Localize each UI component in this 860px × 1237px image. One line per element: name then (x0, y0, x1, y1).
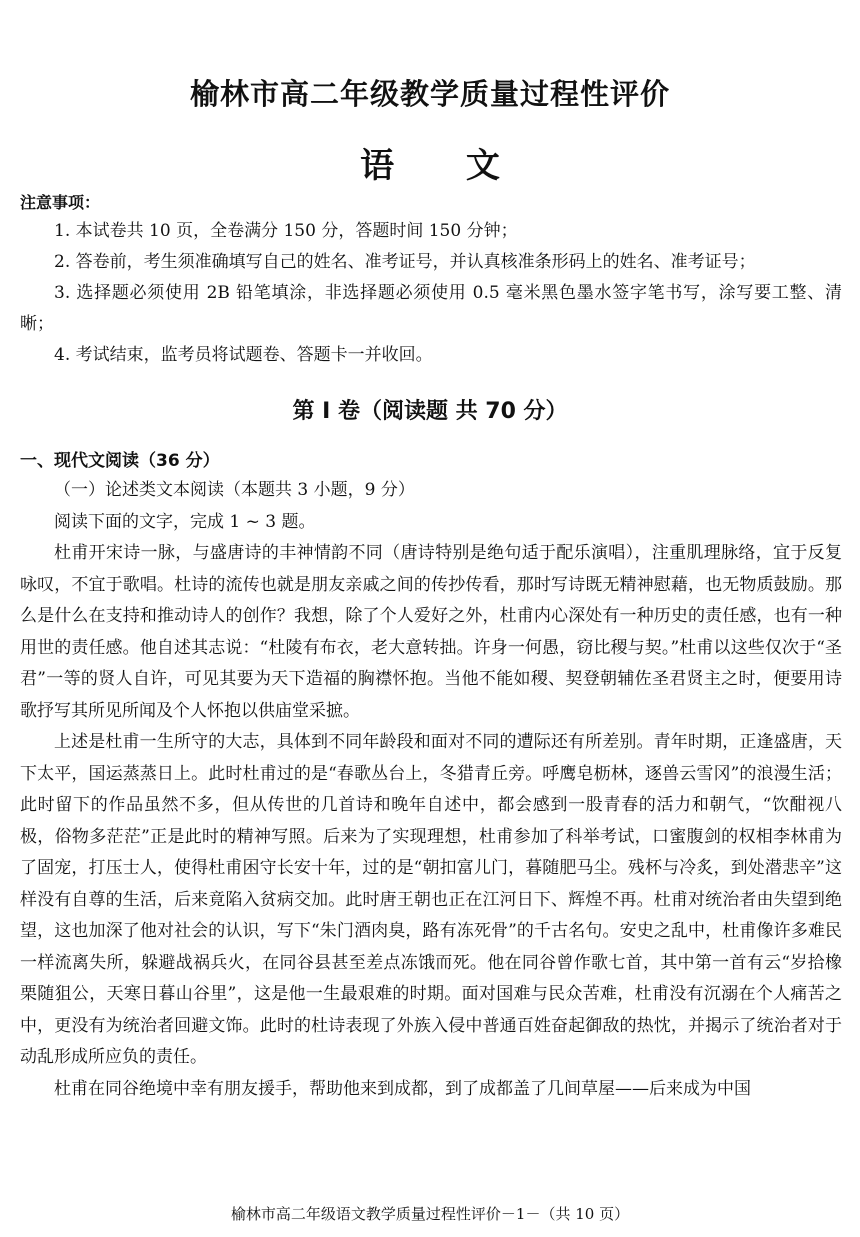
notice-item: 4. 考试结束，监考员将试题卷、答题卡一并收回。 (54, 345, 433, 365)
exam-title: 榆林市高二年级教学质量过程性评价 (189, 77, 670, 111)
notice-list (20, 216, 842, 371)
passage-paragraph: 杜甫在同谷绝境中幸有朋友援手，帮助他来到成都，到了成都盖了几间草屋——后来成为中国 (54, 1078, 751, 1099)
page-footer: 榆林市高二年级语文教学质量过程性评价－1－（共 10 页） (230, 1205, 630, 1223)
subject-title: 语 文 (360, 146, 530, 186)
part-heading: 一、现代文阅读（36 分） (20, 451, 220, 471)
passage-paragraph: 上述是杜甫一生所守的大志，具体到不同年龄段和面对不同的遭际还有所差别。青年时期，正逢盛唐，天下太平，国运蒸蒸日上。此时杜甫过的是“春歌丛台上，冬猎青丘旁。呼鹰皂枥林，逐兽云雪冈”的浪漫生活；此时留下的作品虽然不多，但从传世的几首诗和晚年自述中，都会感到一股青春的活力和朝气，“饮酣视八极，俗物多茫茫”正是此时的精神写照。后来为了实现理想，杜甫参加了科举考试，口蜜腹剑的权相李林甫为了固宠，打压士人，使得杜甫困守长安十年，过的是“朝扣富儿门，暮随肥马尘。残杯与冷炙，到处潜悲辛”这样没有自尊的生活，后来竟陷入贫病交加。此时唐王朝也正在江河日下、辉煌不再。杜甫对统治者由失望到绝望，这也加深了他对社会的认识，写下“朱门酒肉臭，路有冻死骨”的千古名句。安史之乱中，杜甫像许多难民一样流离失所，躲避战祸兵火，在同谷县甚至差点冻饿而死。他在同谷曾作歌七首，其中第一首有云“岁拾橡栗随狙公，天寒日暮山谷里”，这是他一生最艰难的时期。面对国难与民众苦难，杜甫没有沉溺在个人痛苦之中，更没有为统治者回避文饰。此时的杜诗表现了外族入侵中普通百姓奋起御敌的热忱，并揭示了统治者对于动乱形成所应负的责任。 (20, 732, 842, 1067)
volume-title: 第 Ⅰ 卷（阅读题 共 70 分） (292, 399, 568, 424)
reading-passage (20, 475, 842, 1105)
passage-paragraph: 杜甫开宋诗一脉，与盛唐诗的丰神情韵不同（唐诗特别是绝句适于配乐演唱），注重肌理脉络，宜于反复咏叹，不宜于歌唱。杜诗的流传也就是朋友亲戚之间的传抄传看，那时写诗既无精神慰藉，也无物质鼓励。那么是什么在支持和推动诗人的创作？我想，除了个人爱好之外，杜甫内心深处有一种历史的责任感，也有一种用世的责任感。他自述其志说：“杜陵有布衣，老大意转拙。许身一何愚，窃比稷与契。”杜甫以这些仅次于“圣君”一等的贤人自许，可见其要为天下造福的胸襟怀抱。当他不能如稷、契登朝辅佐圣君贤主之时，便要用诗歌抒写其所见所闻及个人怀抱以供庙堂采摭。 (20, 543, 842, 721)
part-subheading: （一）论述类文本阅读（本题共 3 小题，9 分） (54, 480, 415, 500)
reading-instruction: 阅读下面的文字，完成 1 ~ 3 题。 (54, 511, 316, 532)
notice-item: 1. 本试卷共 10 页，全卷满分 150 分，答题时间 150 分钟； (54, 221, 518, 241)
notice-heading: 注意事项： (20, 193, 101, 212)
notice-item: 2. 答卷前，考生须准确填写自己的姓名、准考证号，并认真核准条形码上的姓名、准考证号； (54, 252, 756, 272)
notice-item: 3. 选择题必须使用 2B 铅笔填涂，非选择题必须使用 0.5 毫米黑色墨水签字笔书写，涂写要工整、清晰； (20, 283, 842, 334)
